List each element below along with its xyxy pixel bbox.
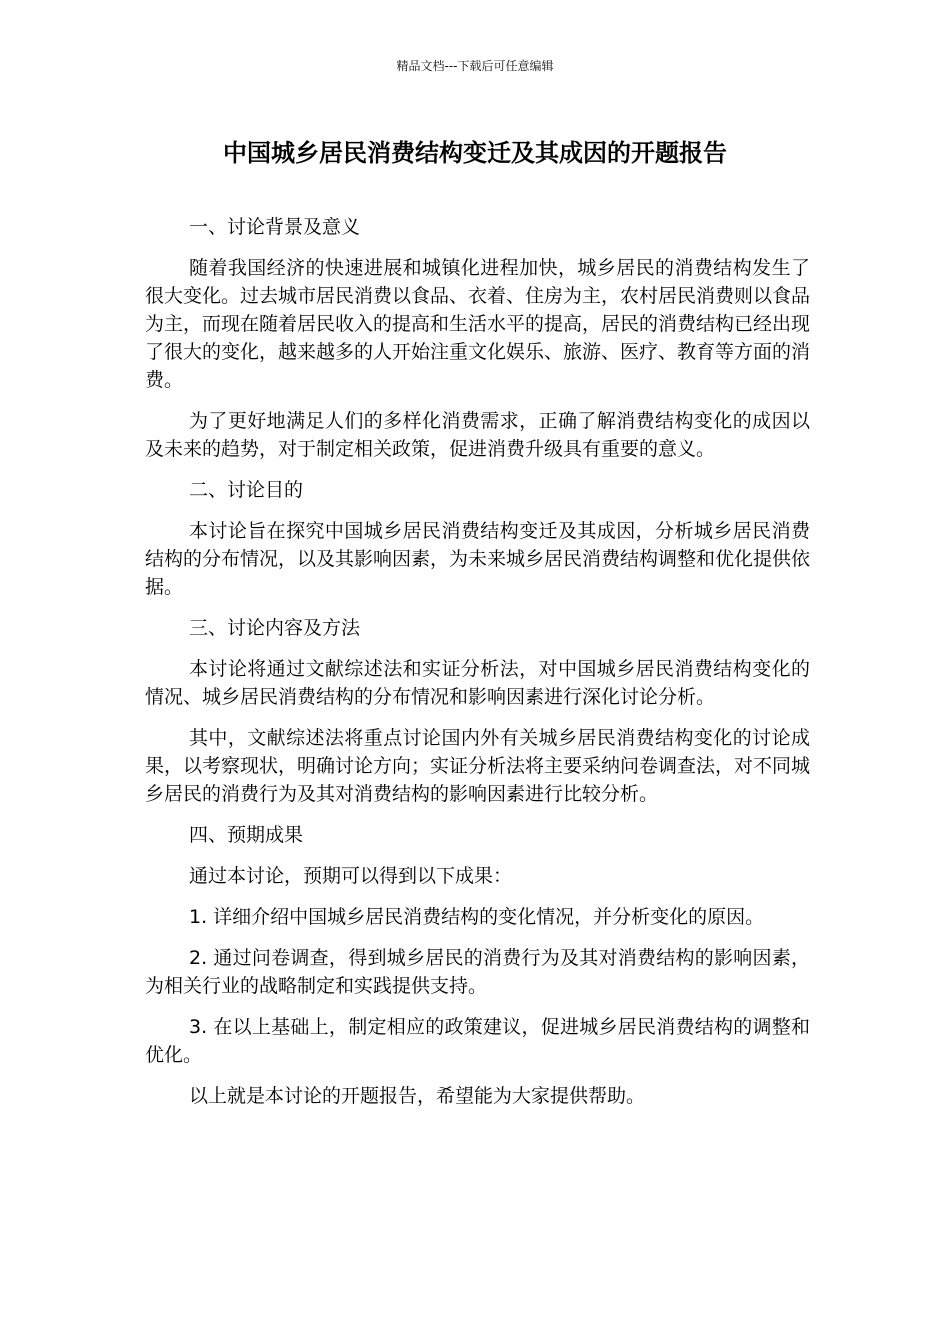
section-heading-content-methods: 三、讨论内容及方法 bbox=[189, 617, 361, 639]
paragraph-conclusion: 以上就是本讨论的开题报告，希望能为大家提供帮助。 bbox=[189, 1085, 646, 1107]
paragraph-methods-2: 其中，文献综述法将重点讨论国内外有关城乡居民消费结构变化的讨论成果，以考察现状，明确讨论方向；实证分析法将主要采纳问卷调查法，对不同城乡居民的消费行为及其对消费结构的影响因素进行比较分析。 bbox=[145, 727, 811, 805]
header-note: 精品文档---下载后可任意编辑 bbox=[396, 59, 554, 73]
list-item-result-2: 2. 通过问卷调查，得到城乡居民的消费行为及其对消费结构的影响因素，为相关行业的战略制定和实践提供支持。 bbox=[145, 947, 810, 997]
section-heading-expected-results: 四、预期成果 bbox=[189, 824, 304, 846]
document-body bbox=[145, 213, 810, 1123]
paragraph-methods-1: 本讨论将通过文献综述法和实证分析法，对中国城乡居民消费结构变化的情况、城乡居民消费结构的分布情况和影响因素进行深化讨论分析。 bbox=[145, 658, 810, 708]
paragraph-results-intro: 通过本讨论，预期可以得到以下成果： bbox=[189, 865, 513, 887]
section-heading-background: 一、讨论背景及意义 bbox=[189, 216, 361, 238]
list-item-result-1: 1. 详细介绍中国城乡居民消费结构的变化情况，并分析变化的原因。 bbox=[189, 906, 765, 928]
paragraph-background-2: 为了更好地满足人们的多样化消费需求，正确了解消费结构变化的成因以及未来的趋势，对于制定相关政策，促进消费升级具有重要的意义。 bbox=[145, 410, 810, 460]
paragraph-background-1: 随着我国经济的快速进展和城镇化进程加快，城乡居民的消费结构发生了很大变化。过去城市居民消费以食品、衣着、住房为主，农村居民消费则以食品为主，而现在随着居民收入的提高和生活水平的提高，居民的消费结构已经出现了很大的变化，越来越多的人开始注重文化娱乐、旅游、医疗、教育等方面的消费。 bbox=[145, 257, 811, 391]
list-item-result-3: 3. 在以上基础上，制定相应的政策建议，促进城乡居民消费结构的调整和优化。 bbox=[145, 1016, 810, 1066]
section-heading-purpose: 二、讨论目的 bbox=[189, 479, 304, 501]
paragraph-purpose: 本讨论旨在探究中国城乡居民消费结构变迁及其成因，分析城乡居民消费结构的分布情况，以及其影响因素，为未来城乡居民消费结构调整和优化提供依据。 bbox=[145, 520, 811, 598]
document-title: 中国城乡居民消费结构变迁及其成因的开题报告 bbox=[223, 139, 727, 167]
